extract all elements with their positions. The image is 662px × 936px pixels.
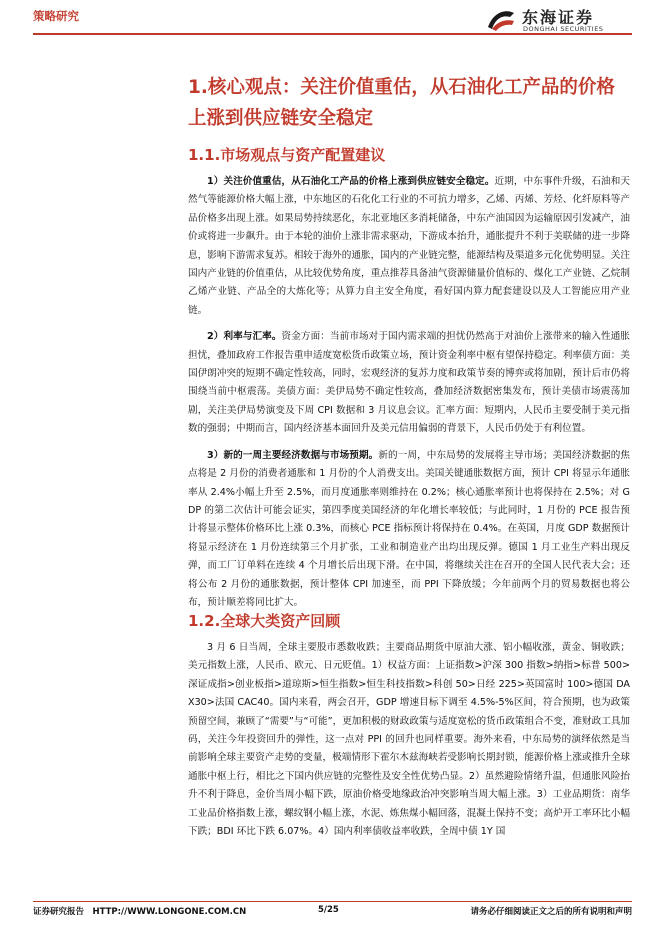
page-title: 1.核心观点：关注价值重估，从石油化工产品的价格上涨到供应链安全稳定 (188, 77, 615, 129)
section-asset-review-body (188, 639, 630, 849)
logo-text-cn: 东海证券 (522, 8, 595, 27)
paragraph-lead: 1）关注价值重估，从石油化工产品的价格上涨到供应链安全稳定。 (207, 176, 495, 187)
paragraph-lead: 2）利率与汇率。 (207, 331, 282, 343)
paragraph-rates-fx (188, 328, 630, 438)
footer-divider (33, 901, 632, 902)
paragraph-text: 新的一周，中东局势的发展将主导市场；美国经济数据的焦点将是 2 月份的消费者通胀和 1 月份的个人消费支出。美国关键通胀数据方面，预计 CPI 将显示年通胀率从 2.4%小幅上升至 2.5%，而月度通胀率则维持在 0.2%；核心通胀率预计也将保持在 2.5%；对 GDP 的第二次估计可能会证实，第四季度美国经济的年化增长率较低；与此同时，1 月份的 PCE 报告预计将显示整体价格环比上涨 0.3%，而核心 PCE 指标预计将保持在 0.4%。在英国，月度 GDP 数据预计将显示经济在 1 月份连续第三个月扩张，工业和制造业产出均出现反弹。德国 1 月工业生产料出现反弹，而工厂订单料在连续 4 个月增长后出现下滑。在中国，将继续关注在召开的全国人民代表大会；还将公布 2 月份的通胀数据，预计整体 CPI 加速至，而 PPI 下降放缓；今年前两个月的贸易数据也将公布，预计顺差将同比扩大。 (188, 449, 630, 608)
footer-disclaimer: 请务必仔细阅读正文之后的所有说明和声明 (470, 907, 632, 917)
section-market-view-body (188, 173, 630, 620)
paragraph-asset-review: 3 月 6 日当周，全球主要股市悉数收跌；主要商品期货中原油大涨、铝小幅收涨，黄金、铜收跌；美元指数上涨，人民币、欧元、日元贬值。1）权益方面：上证指数>沪深 300 指数>纳指>标普 500>深证成指>创业板指>道琼斯>恒生指数>恒生科技指数>科创 50>日经 225>英国富时 100>德国 DAX30>法国 CAC40。国内来看，两会召开，GDP 增速目标下调至 4.5%-5%区间，符合预期，也为政策预留空间，兼顾了“需要”与“可能”，更加积极的财政政策与适度宽松的货币政策组合不变，准财政工具加码，关注今年投资回升的弹性，这一点对 PPI 的回升也同样重要。海外来看，中东局势的演绎依然是当前影响全球主要资产走势的变量，极端情形下霍尔木兹海峡若受影响长期封锁，能源价格上涨或推升全球通胀中枢上行，相比之下国内供应链的完整性及安全性优势凸显。2）虽然避险情绪升温，但通胀风险抬升不利于降息，金价当周小幅下跌，原油价格受地缘政治冲突影响当周大幅上涨。3）工业品期货：南华工业品价格指数上涨，螺纹钢小幅上涨，水泥、炼焦煤小幅回落，混凝土保持不变；高炉开工率环比小幅下跌；BDI 环比下跌 6.07%。4）国内利率债收益率收跌，全周中债 1Y 国 (188, 642, 631, 838)
paragraph-text: 资金方面：当前市场对于国内需求端的担忧仍然高于对油价上涨带来的输入性通胀担忧，叠加政府工作报告重申适度宽松货币政策立场，预计资金利率中枢有望保持稳定。利率债方面：美国伊朗冲突的短期不确定性较高，同时，宏观经济的复苏力度和政策节奏的博弈或将加剧，预计后市仍将围绕当前中枢震荡。美债方面：美伊局势不确定性较高，叠加经济数据密集发布，预计美债市场震荡加剧，关注美伊局势演变及下周 CPI 数据和 3 月议息会议。汇率方面：短期内，人民币主要受制于美元指数的强弱；中期而言，国内经济基本面回升及美元信用偏弱的背景下，人民币仍处于有利位置。 (188, 331, 630, 435)
paragraph-lead: 3）新的一周主要经济数据与市场预期。 (207, 449, 379, 461)
section-heading-asset-review: 1.2.全球大类资产回顾 (188, 612, 341, 630)
header-divider (33, 33, 632, 35)
section-heading-market-view: 1.1.市场观点与资产配置建议 (188, 146, 386, 164)
company-logo (486, 3, 626, 37)
logo-text-en: DONGHAI SECURITIES (523, 25, 604, 33)
paragraph-value-revaluation (188, 173, 630, 320)
logo-mark-icon (486, 5, 516, 33)
paragraph-text: 近期，中东事件升级，石油和天然气等能源价格大幅上涨，中东地区的石化化工行业的不可抗力增多，乙烯、丙烯、芳烃、化纤原料等产品价格多出现上涨。如果局势持续恶化，东北亚地区多消耗储备，中东产油国因为运输原因引发减产，油价或将进一步飙升。由于本轮的油价上涨非需求驱动，下游成本抬升，通胀提升不利于美联储的进一步降息，影响下游需求复苏。相较于海外的通胀，国内的产业链完整，能源结构及渠道多元化优势明显。关注国内产业链的价值重估，从比较优势角度，重点推荐具备油气资源储量价值标的、煤化工产业链、乙烷制乙烯产业链、产品全的大炼化等；从算力自主安全角度，看好国内算力配套建设以及人工智能应用产业链。 (188, 176, 630, 316)
paragraph-weekly-outlook (188, 447, 630, 613)
header-tag: 策略研究 (33, 9, 79, 23)
page-number: 5/25 (318, 905, 339, 915)
footer-left: 证券研究报告 HTTP://WWW.LONGONE.COM.CN (33, 907, 247, 917)
